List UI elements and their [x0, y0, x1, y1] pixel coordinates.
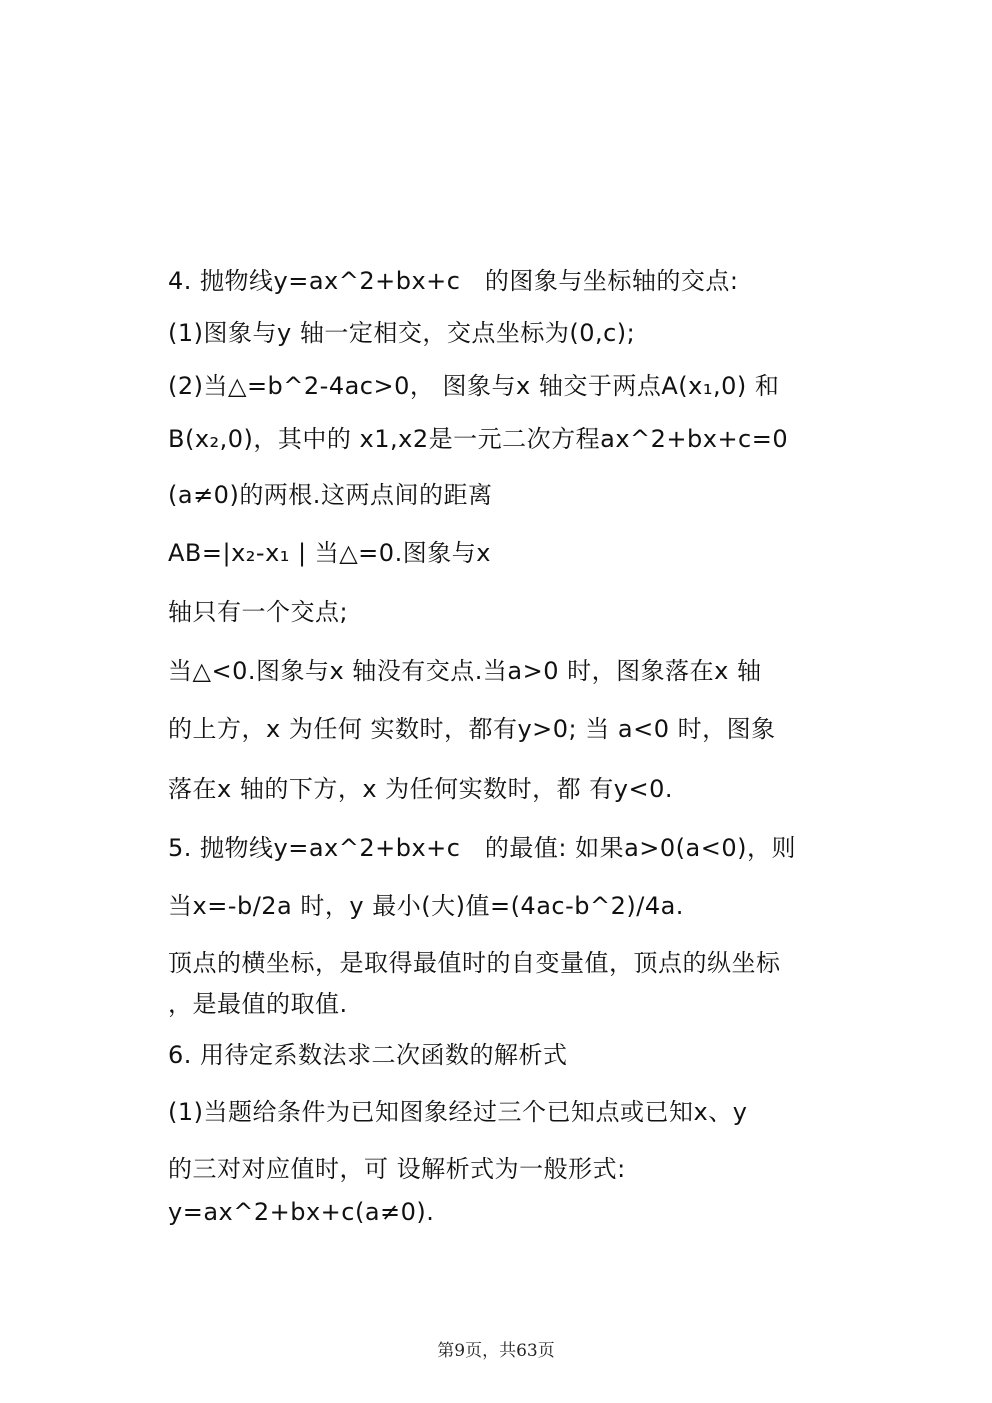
text-line: (2)当△=b^2-4ac>0， 图象与x 轴交于两点A(x₁,0) 和: [168, 372, 780, 400]
text-line: AB=|x₂-x₁ | 当△=0.图象与x: [168, 539, 491, 567]
text-line: 当△<0.图象与x 轴没有交点.当a>0 时，图象落在x 轴: [168, 657, 762, 685]
page-number-footer: 第9页，共63页: [437, 1341, 555, 1361]
text-line: (1)图象与y 轴一定相交，交点坐标为(0,c);: [168, 319, 636, 347]
text-line: 的上方，x 为任何 实数时，都有y>0; 当 a<0 时，图象: [168, 715, 776, 743]
text-line: y=ax^2+bx+c(a≠0).: [168, 1198, 435, 1226]
text-line: 5. 抛物线y=ax^2+bx+c 的最值: 如果a>0(a<0)，则: [168, 834, 796, 862]
text-line: 4. 抛物线y=ax^2+bx+c 的图象与坐标轴的交点:: [168, 267, 739, 295]
text-line: B(x₂,0)，其中的 x1,x2是一元二次方程ax^2+bx+c=0: [168, 425, 789, 453]
text-line: (1)当题给条件为已知图象经过三个已知点或已知x、y: [168, 1098, 748, 1126]
text-line: 6. 用待定系数法求二次函数的解析式: [168, 1041, 568, 1069]
text-line: 的三对对应值时，可 设解析式为一般形式:: [168, 1155, 626, 1183]
text-line: 顶点的横坐标，是取得最值时的自变量值，顶点的纵坐标: [168, 949, 781, 977]
text-line: (a≠0)的两根.这两点间的距离: [168, 481, 493, 509]
text-line: ，是最值的取值.: [168, 990, 348, 1018]
text-line: 当x=-b/2a 时，y 最小(大)值=(4ac-b^2)/4a.: [168, 892, 684, 920]
text-line: 轴只有一个交点;: [168, 598, 349, 626]
text-line: 落在x 轴的下方，x 为任何实数时，都 有y<0.: [168, 775, 674, 803]
